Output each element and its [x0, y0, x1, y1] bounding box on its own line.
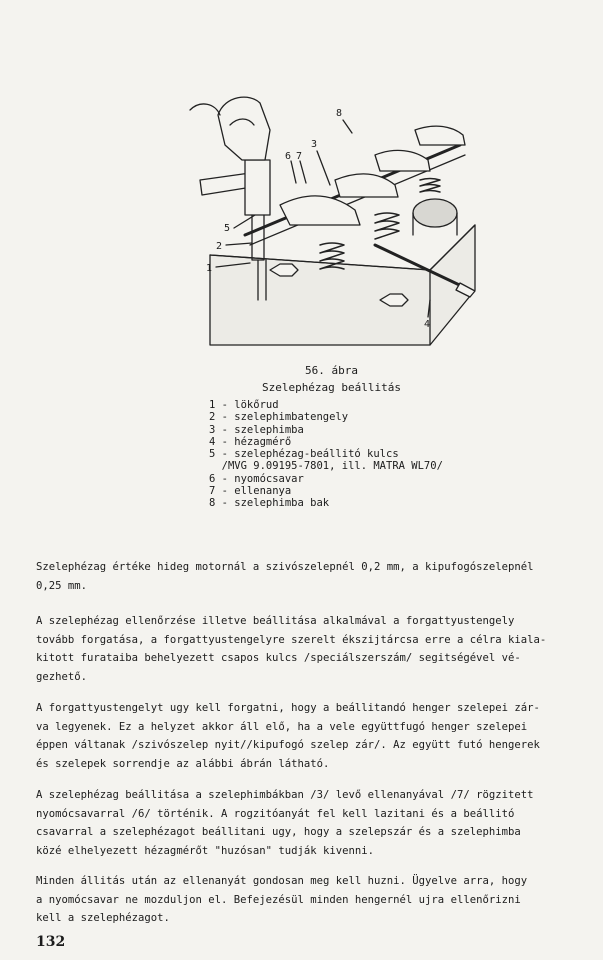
legend-item: 8 - szelephimba bak [209, 497, 330, 510]
callout-2: 2 [216, 241, 223, 252]
callout-5: 5 [224, 223, 231, 234]
callout-1: 1 [206, 263, 213, 274]
figure-legend [209, 399, 443, 510]
callout-4: 4 [424, 319, 431, 330]
legend-item: 2 - szelephimbatengely [209, 411, 349, 424]
legend-item: 1 - lökőrud [209, 399, 279, 411]
legend-item: 4 - hézagmérő [209, 435, 292, 448]
paragraph-text: A forgattyustengelyt ugy kell forgatni, hogy a beállitandó henger szelepei zár- va legyenek. Ez a helyzet akkor áll elő, ha a vele együttfugó henger szelepei éppen váltanak /szivószelep nyit//kipufogó szelep zár/. Az együtt futó hengerek és szelepek sorrendje az alábbi ábrán látható. [36, 702, 540, 770]
figure-number: 56. ábra [305, 364, 358, 377]
figure-title: Szelephézag beállitás [261, 381, 402, 394]
callout-6: 6 [285, 151, 292, 162]
paragraph-clearance-values [36, 558, 576, 595]
legend-item: 6 - nyomócsavar [209, 472, 304, 485]
paragraph-final [36, 872, 576, 928]
paragraph-checking [36, 612, 576, 686]
paragraph-text: A szelephézag beállitása a szelephimbákban /3/ levő ellenanyával /7/ rögzitett nyomócsavarral /6/ történik. A rogzitóanyát fel kell lazitani és a beállitó csavarral a szelephézagot beállitani ugy, hogy a szelepszár és a szelephimba közé elhelyezett hézagmérőt "huzósan" tudják kivenni. [36, 789, 534, 857]
callout-3: 3 [311, 139, 318, 150]
valve-adjustment-illustration [130, 85, 490, 355]
legend-item: 7 - ellenanya [209, 485, 292, 498]
legend-item: /MVG 9.09195-7801, ill. MATRA WL70/ [209, 460, 443, 473]
legend-item: 5 - szelephézag-beállitó kulcs [209, 448, 399, 461]
paragraph-text: A szelephézag ellenőrzése illetve beállitása alkalmával a forgattyustengely tovább forgatása, a forgattyustengelyre szerelt ékszijtárcsa erre a célra kiala- kitott furataiba behelyezett csapos kulcs /speciálszerszám/ segitségével vé- gezhető. [36, 615, 547, 683]
paragraph-text: Minden állitás után az ellenanyát gondosan meg kell huzni. Ügyelve arra, hogy a nyomócsavar ne mozduljon el. Befejezésül minden hengernél ujra ellenőrizni kell a szelephézagot. [36, 875, 528, 925]
page-number: 132 [36, 934, 66, 950]
paragraph-crankshaft [36, 699, 576, 773]
callout-8: 8 [336, 108, 343, 119]
legend-item: 3 - szelephimba [209, 423, 304, 436]
callout-7: 7 [296, 151, 303, 162]
paragraph-text: Szelephézag értéke hideg motornál a szivószelepnél 0,2 mm, a kipufogószelepnél 0,25 mm. [36, 561, 534, 592]
paragraph-adjustment [36, 786, 576, 860]
